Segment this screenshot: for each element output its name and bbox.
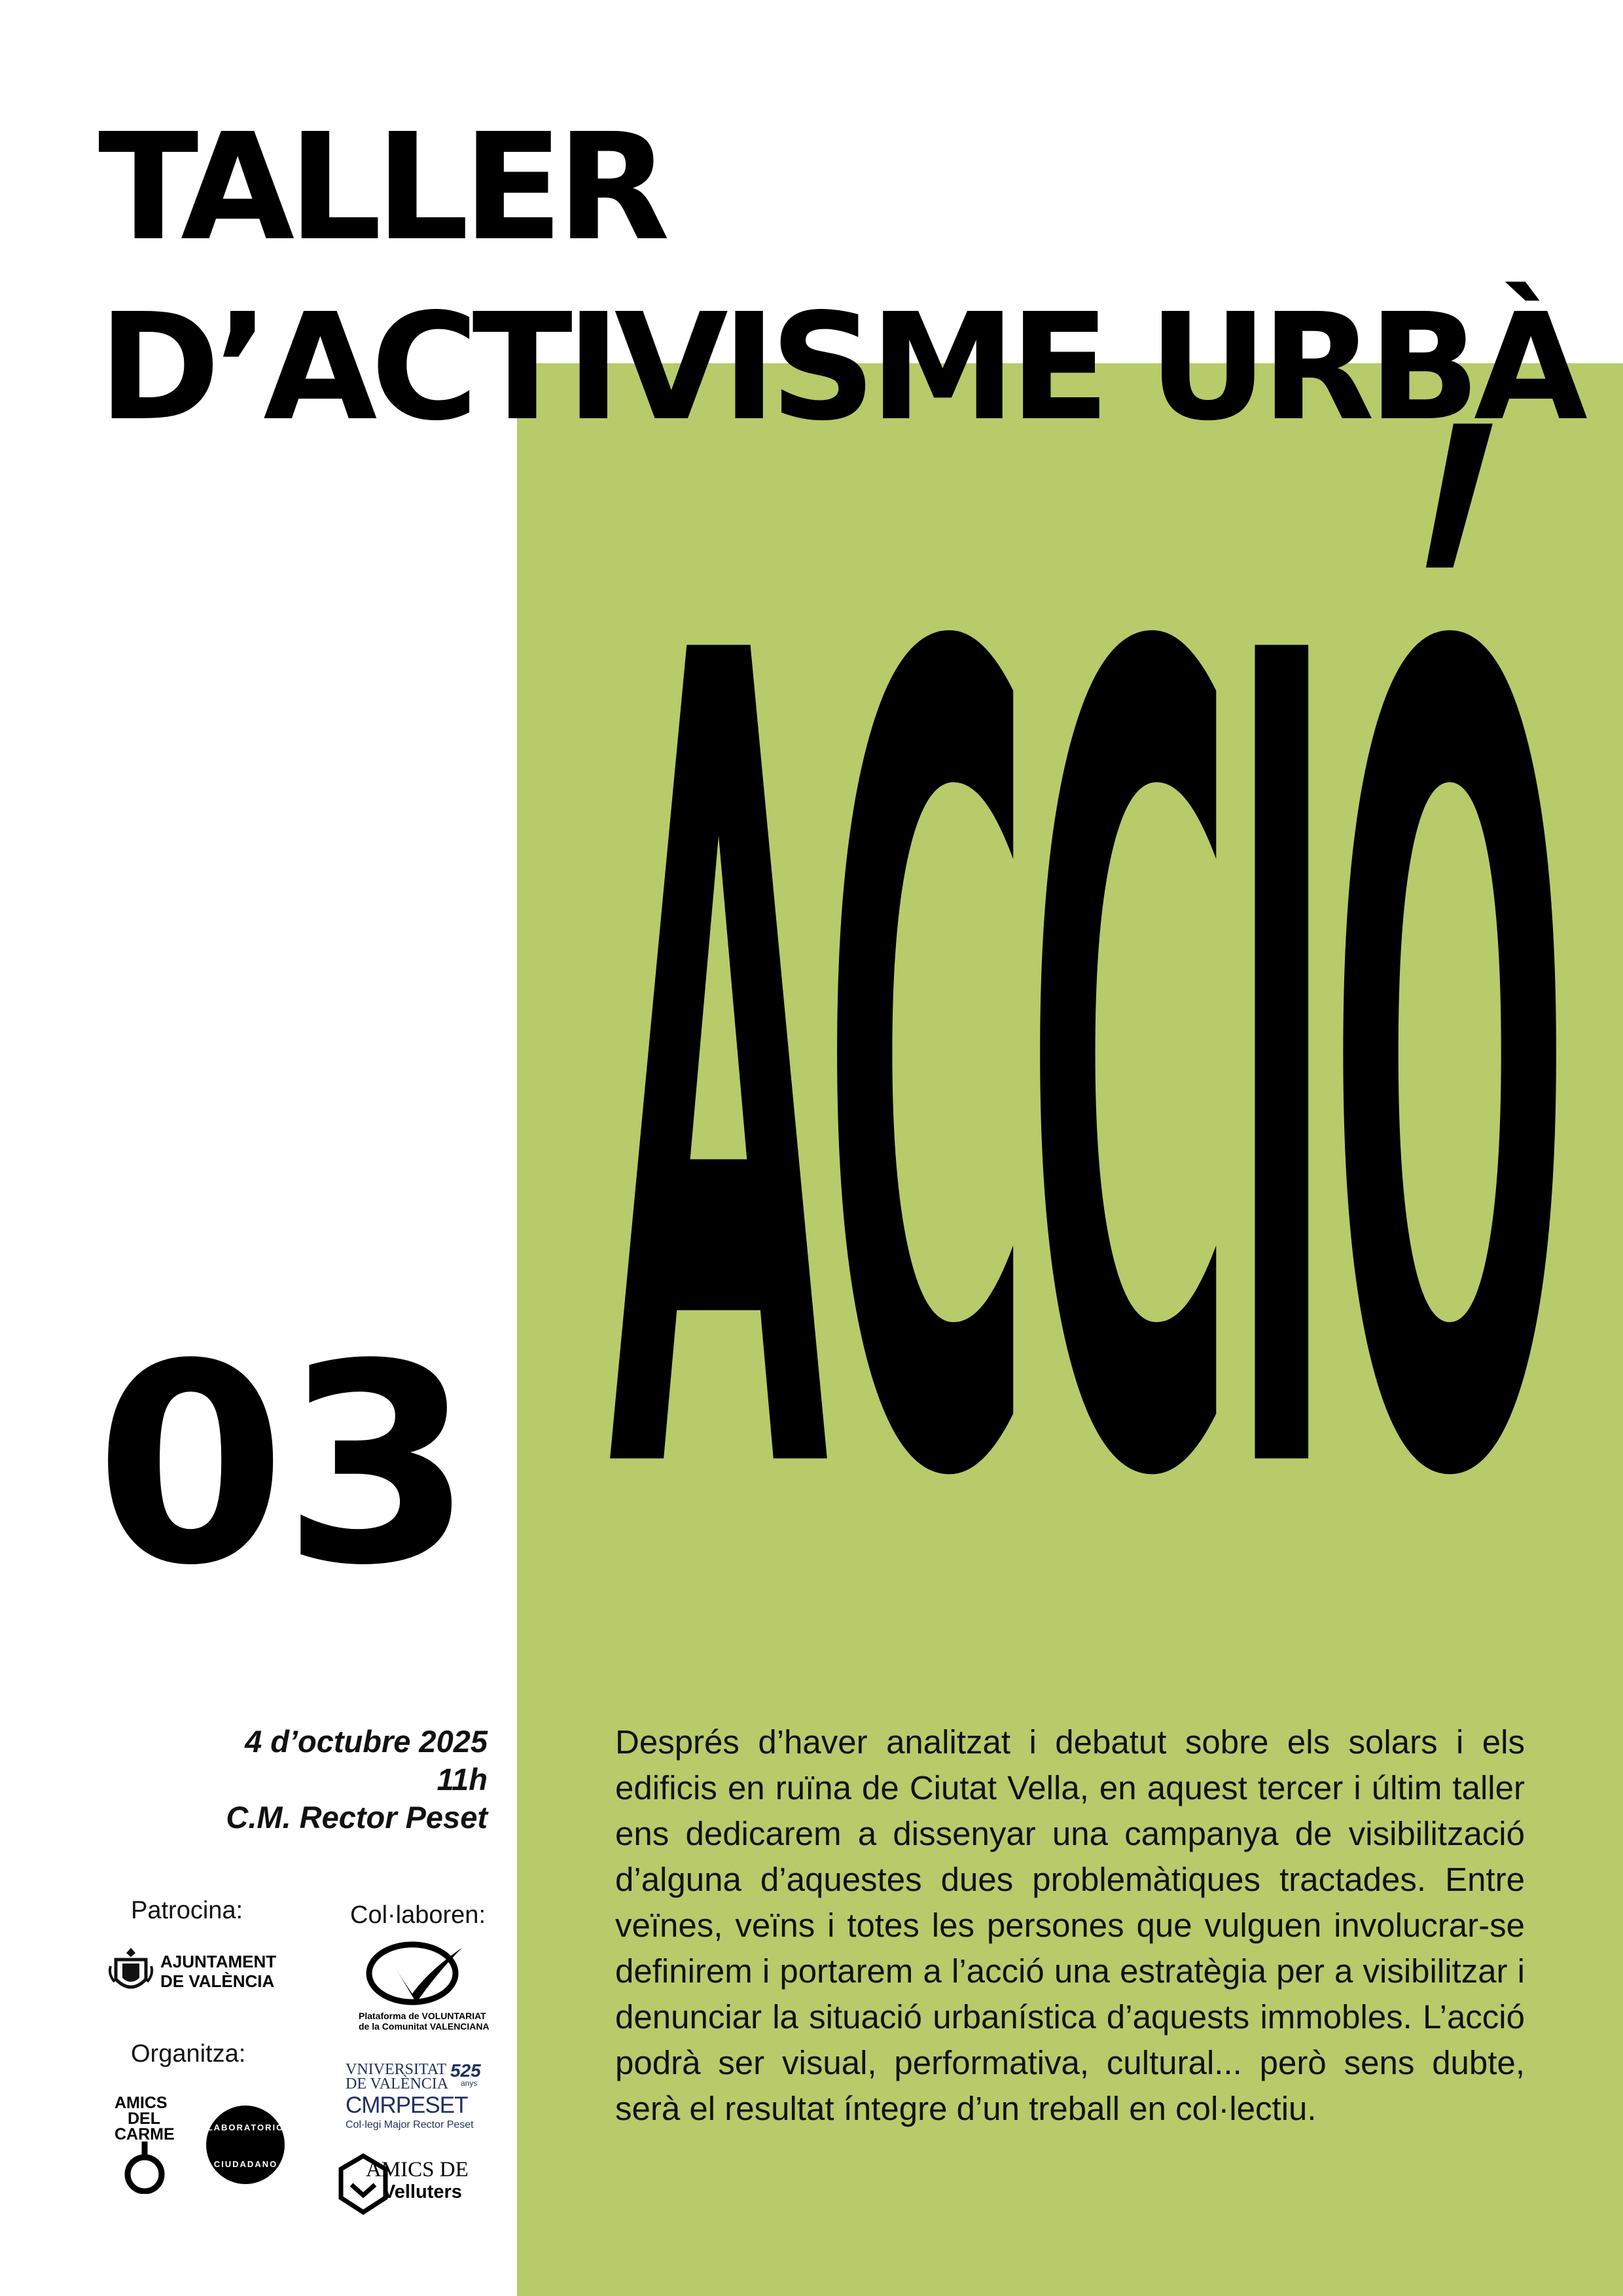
colegi-major-text: Col·legi Major Rector Peset	[346, 2119, 474, 2130]
amics-carme-circle-icon	[121, 2142, 180, 2194]
amics-del-carme-logo	[115, 2094, 203, 2193]
title-line-1: TALLER	[98, 102, 664, 274]
universitat-years: 525	[450, 2060, 481, 2081]
amics-carme-line-1: AMICS	[115, 2094, 168, 2112]
coat-of-arms-icon	[108, 1944, 154, 1996]
big-word-container	[609, 425, 1565, 1723]
velluters-line-2: Velluters	[383, 2181, 462, 2202]
event-info	[98, 1723, 488, 1837]
voluntariat-line-1: Plataforma de VOLUNTARIAT	[359, 2011, 486, 2021]
event-venue: C.M. Rector Peset	[226, 1800, 488, 1835]
title-line-2: D’ACTIVISME URBÀ	[98, 282, 1582, 454]
ajuntament-line-2: DE VALÈNCIA	[160, 1971, 275, 1991]
poster-title	[98, 98, 1581, 458]
amics-carme-line-3: CARME	[115, 2125, 175, 2144]
universitat-line-1: VNIVERSITAT	[346, 2061, 447, 2078]
organitza-label: Organitza:	[131, 2040, 246, 2068]
velluters-line-1: AMICS DE	[366, 2158, 469, 2181]
event-time: 11h	[437, 1762, 488, 1797]
ajuntament-valencia-logo	[108, 1944, 291, 1996]
amics-carme-line-2: DEL	[128, 2109, 160, 2128]
laboratorio-bottom-text: CIUDADANO	[213, 2159, 278, 2169]
description-text: Després d’haver analitzat i debatut sobre els solars i els edificis en ruïna de Ciutat Vella, en aquest tercer i últim taller ens dedicarem a dissenyar una campanya de visibilització d’alguna d’aquestes dues problemàtiques tractades. Entre veïnes, veïns i totes les persones que vulguen involucrar-se definirem i portarem a l’acció una estratègia per a visibilitzar i denunciar la situació urbanística d’aquests immobles. L’acció podrà ser visual, performativa, cultural... però sens dubte, serà el resultat íntegre d’un treball en col·lectiu.	[615, 1723, 1525, 2127]
amics-velluters-logo	[337, 2153, 488, 2215]
universitat-line-2: DE VALÈNCIA	[346, 2075, 449, 2092]
big-word: ACCIÓ	[609, 425, 1565, 1723]
voluntariat-logo	[359, 1937, 490, 2036]
cmrpeset-wordmark: CMRPESET	[346, 2092, 468, 2118]
issue-number: 03	[95, 1306, 470, 1626]
patrocina-label: Patrocina:	[131, 1897, 243, 1924]
col-laboren-label: Col·laboren:	[350, 1901, 486, 1929]
laboratorio-ciudadano-logo	[205, 2104, 287, 2186]
event-date: 4 d’octubre 2025	[245, 1724, 488, 1759]
universitat-years-word: anys	[461, 2079, 478, 2088]
laboratorio-top-text: LABORATORIO	[207, 2123, 285, 2132]
ajuntament-line-1: AJUNTAMENT	[160, 1952, 277, 1971]
voluntariat-line-2: de la Comunitat VALENCIANA	[359, 2021, 490, 2032]
laboratorio-circle-icon	[205, 2104, 287, 2186]
universitat-cmrpeset-logo	[346, 2062, 490, 2134]
voluntariat-check-icon	[365, 1937, 470, 2009]
